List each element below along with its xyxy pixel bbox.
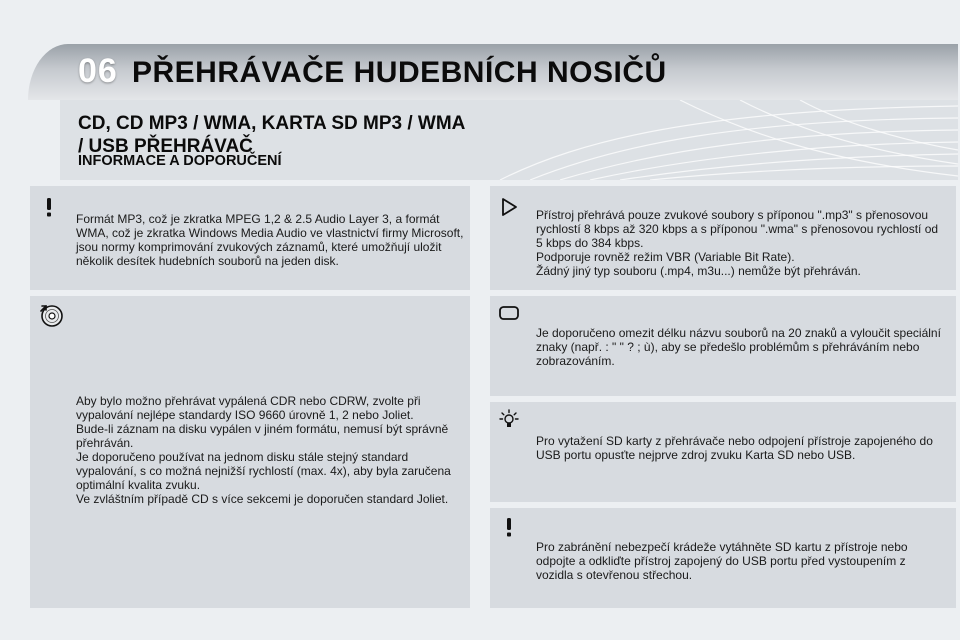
section-title: CD, CD MP3 / WMA, KARTA SD MP3 / WMA / USB PŘEHRÁVAČ — [78, 113, 465, 157]
player-info-line-2: Podporuje rovněž režim VBR (Variable Bit Rate). — [536, 250, 795, 264]
chapter-title: PŘEHRÁVAČE HUDEBNÍCH NOSIČŮ — [132, 56, 667, 89]
player-info-line-1: Přístroj přehrává pouze zvukové soubory s příponou ".mp3" s přenosovou rychlostí 8 kbps až 320 kbps a s příponou ".wma" s přenosovou rychlostí od 5 kbps do 384 kbps. — [536, 208, 939, 250]
player-info-line-3: Žádný jiný typ souboru (.mp4, m3u...) nemůže být přehráván. — [536, 264, 861, 278]
filename-info-text: Je doporučeno omezit délku názvu souborů na 20 znaků a vyloučit speciální znaky (např. : " " ? ; ù), aby se předešlo problémům s přehráváním nebo zobrazováním. — [536, 326, 941, 368]
cdr-info-line-3: Je doporučeno používat na jednom disku stále stejný standard vypalování, s co možná nejnižší rychlostí (max. 4x), aby byla zaručena optimální kvalita zvuku. — [76, 450, 451, 492]
play-icon — [498, 196, 520, 218]
cdr-info-line-2: Bude-li záznam na disku vypálen v jiném formátu, nemusí být správně přehráván. — [76, 422, 449, 450]
cdr-info-text — [76, 394, 462, 506]
section-subtitle: INFORMACE A DOPORUČENÍ — [78, 153, 282, 169]
disc-icon — [38, 302, 64, 328]
exclamation-icon — [498, 516, 520, 538]
format-info-text: Formát MP3, což je zkratka MPEG 1,2 & 2.5 Audio Layer 3, a formát WMA, což je zkratka Windows Media Audio ve vlastnictví firmy Microsoft, jsou normy komprimování zvukových záznamů, které umožňují uložit několik desítek hudebních souborů na jeden disk. — [76, 212, 464, 268]
player-info-text — [536, 208, 946, 278]
light-bulb-icon — [498, 408, 520, 430]
cdr-info-line-4: Ve zvláštním případě CD s více sekcemi je doporučen standard Joliet. — [76, 492, 449, 506]
chapter-number: 06 — [78, 52, 118, 90]
sd-removal-info-text: Pro vytažení SD karty z přehrávače nebo odpojení přístroje zapojeného do USB portu opusťte nejprve zdroj zvuku Karta SD nebo USB. — [536, 434, 933, 462]
cdr-info-line-1: Aby bylo možno přehrávat vypálená CDR nebo CDRW, zvolte při vypalování nejlépe standardy ISO 9660 úrovně 1, 2 nebo Joliet. — [76, 394, 421, 422]
theft-info-text: Pro zabránění nebezpečí krádeže vytáhněte SD kartu z přístroje nebo odpojte a odkliďte přístroj zapojený do USB portu před vystoupením z vozidla s otevřenou střechou. — [536, 540, 908, 582]
exclamation-icon — [38, 196, 60, 218]
rounded-rectangle-icon — [498, 304, 520, 322]
